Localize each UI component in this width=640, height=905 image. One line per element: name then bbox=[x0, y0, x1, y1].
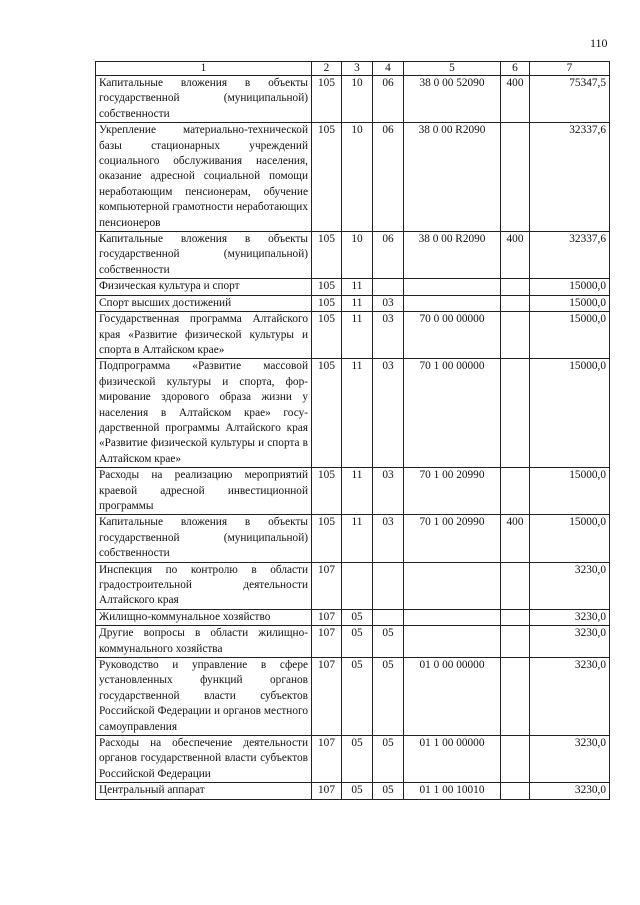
cell-expense-type bbox=[501, 609, 530, 625]
cell-ministry: 107 bbox=[312, 783, 342, 799]
cell-section: 11 bbox=[342, 359, 373, 468]
cell-target-item: 70 1 00 20990 bbox=[404, 468, 501, 515]
table-row bbox=[96, 359, 610, 468]
cell-section: 11 bbox=[342, 279, 373, 295]
cell-expense-type: 400 bbox=[501, 515, 530, 562]
cell-amount: 15000,0 bbox=[530, 312, 610, 359]
cell-target-item bbox=[404, 279, 501, 295]
row-name: Капитальные вложения в объекты государственной (муниципальной) собственности bbox=[96, 515, 312, 562]
cell-section: 11 bbox=[342, 468, 373, 515]
row-name: Инспекция по контролю в области градостроительной деятельности Алтайского края bbox=[96, 562, 312, 609]
table-row bbox=[96, 312, 610, 359]
cell-section: 10 bbox=[342, 123, 373, 232]
cell-expense-type: 400 bbox=[501, 232, 530, 279]
table-row bbox=[96, 658, 610, 736]
header-row bbox=[96, 62, 610, 76]
cell-section: 11 bbox=[342, 295, 373, 311]
header-col-6: 6 bbox=[501, 62, 530, 76]
cell-subsection bbox=[373, 609, 404, 625]
cell-expense-type bbox=[501, 295, 530, 311]
table-row bbox=[96, 515, 610, 562]
row-name: Расходы на обеспечение деятельности органов государственной власти субъектов Российской Федерации bbox=[96, 736, 312, 783]
cell-ministry: 105 bbox=[312, 295, 342, 311]
cell-section: 11 bbox=[342, 515, 373, 562]
cell-section: 10 bbox=[342, 76, 373, 123]
row-name: Другие вопросы в области жилищно-коммунального хозяйства bbox=[96, 626, 312, 658]
cell-section bbox=[342, 562, 373, 609]
header-col-7: 7 bbox=[530, 62, 610, 76]
cell-amount: 3230,0 bbox=[530, 562, 610, 609]
cell-subsection: 03 bbox=[373, 359, 404, 468]
cell-ministry: 107 bbox=[312, 736, 342, 783]
cell-target-item bbox=[404, 562, 501, 609]
cell-amount: 3230,0 bbox=[530, 609, 610, 625]
row-name: Капитальные вложения в объекты государственной (муниципальной) собственности bbox=[96, 76, 312, 123]
cell-amount: 75347,5 bbox=[530, 76, 610, 123]
table-row bbox=[96, 232, 610, 279]
cell-subsection: 06 bbox=[373, 123, 404, 232]
cell-subsection: 03 bbox=[373, 515, 404, 562]
table-row bbox=[96, 279, 610, 295]
budget-table bbox=[95, 61, 610, 800]
cell-target-item bbox=[404, 295, 501, 311]
cell-ministry: 105 bbox=[312, 359, 342, 468]
cell-ministry: 105 bbox=[312, 468, 342, 515]
row-name: Государственная программа Алтайского края «Развитие физической культуры и спорта в Алтайском крае» bbox=[96, 312, 312, 359]
cell-subsection bbox=[373, 279, 404, 295]
cell-ministry: 107 bbox=[312, 658, 342, 736]
cell-amount: 3230,0 bbox=[530, 626, 610, 658]
cell-amount: 3230,0 bbox=[530, 736, 610, 783]
cell-amount: 15000,0 bbox=[530, 515, 610, 562]
cell-expense-type bbox=[501, 312, 530, 359]
cell-expense-type bbox=[501, 783, 530, 799]
table-row bbox=[96, 736, 610, 783]
cell-target-item bbox=[404, 626, 501, 658]
cell-subsection: 05 bbox=[373, 626, 404, 658]
cell-section: 05 bbox=[342, 626, 373, 658]
header-col-3: 3 bbox=[342, 62, 373, 76]
row-name: Капитальные вложения в объекты государственной (муниципальной) собственности bbox=[96, 232, 312, 279]
page-number: 110 bbox=[590, 36, 608, 50]
cell-ministry: 105 bbox=[312, 279, 342, 295]
cell-subsection: 03 bbox=[373, 312, 404, 359]
cell-subsection: 03 bbox=[373, 468, 404, 515]
cell-expense-type: 400 bbox=[501, 76, 530, 123]
table-row bbox=[96, 123, 610, 232]
cell-expense-type bbox=[501, 626, 530, 658]
cell-ministry: 105 bbox=[312, 312, 342, 359]
header-col-5: 5 bbox=[404, 62, 501, 76]
cell-expense-type bbox=[501, 279, 530, 295]
row-name: Укрепление материально-технической базы стационарных учреждений социального обслуживания населения, оказание адресной социальной помощи неработающим пенсионерам, обучение компьютерной грамотности неработающих пенсионеров bbox=[96, 123, 312, 232]
cell-ministry: 105 bbox=[312, 232, 342, 279]
cell-subsection: 05 bbox=[373, 783, 404, 799]
cell-subsection: 03 bbox=[373, 295, 404, 311]
cell-target-item: 01 1 00 10010 bbox=[404, 783, 501, 799]
cell-ministry: 105 bbox=[312, 515, 342, 562]
row-name: Подпрограмма «Развитие массовой физической культуры и спорта, формирование здорового образа жизни у населения в Алтайском крае» государственной программы Алтайского края «Развитие физической культуры и спорта в Алтайском крае» bbox=[96, 359, 312, 468]
row-name: Жилищно-коммунальное хозяйство bbox=[96, 609, 312, 625]
header-col-1: 1 bbox=[96, 62, 312, 76]
cell-target-item: 70 0 00 00000 bbox=[404, 312, 501, 359]
cell-amount: 32337,6 bbox=[530, 123, 610, 232]
cell-ministry: 105 bbox=[312, 76, 342, 123]
cell-section: 05 bbox=[342, 609, 373, 625]
cell-subsection: 05 bbox=[373, 658, 404, 736]
cell-amount: 32337,6 bbox=[530, 232, 610, 279]
table-row bbox=[96, 562, 610, 609]
cell-expense-type bbox=[501, 359, 530, 468]
cell-amount: 15000,0 bbox=[530, 279, 610, 295]
table-row bbox=[96, 626, 610, 658]
table-row bbox=[96, 295, 610, 311]
row-name: Спорт высших достижений bbox=[96, 295, 312, 311]
cell-expense-type bbox=[501, 562, 530, 609]
cell-amount: 15000,0 bbox=[530, 468, 610, 515]
table-row bbox=[96, 783, 610, 799]
header-col-2: 2 bbox=[312, 62, 342, 76]
cell-amount: 15000,0 bbox=[530, 295, 610, 311]
cell-expense-type bbox=[501, 736, 530, 783]
cell-subsection: 06 bbox=[373, 232, 404, 279]
cell-section: 05 bbox=[342, 736, 373, 783]
cell-amount: 15000,0 bbox=[530, 359, 610, 468]
cell-target-item: 38 0 00 R2090 bbox=[404, 232, 501, 279]
row-name: Руководство и управление в сфере установленных функций органов государственной власти субъектов Российской Федерации и органов местного самоуправления bbox=[96, 658, 312, 736]
cell-target-item: 38 0 00 52090 bbox=[404, 76, 501, 123]
row-name: Физическая культура и спорт bbox=[96, 279, 312, 295]
cell-target-item: 01 0 00 00000 bbox=[404, 658, 501, 736]
cell-target-item: 38 0 00 R2090 bbox=[404, 123, 501, 232]
cell-target-item: 70 1 00 20990 bbox=[404, 515, 501, 562]
cell-ministry: 107 bbox=[312, 609, 342, 625]
cell-expense-type bbox=[501, 123, 530, 232]
row-name: Расходы на реализацию мероприятий краевой адресной инвестиционной программы bbox=[96, 468, 312, 515]
cell-ministry: 107 bbox=[312, 626, 342, 658]
cell-section: 05 bbox=[342, 783, 373, 799]
cell-subsection bbox=[373, 562, 404, 609]
cell-subsection: 06 bbox=[373, 76, 404, 123]
table-row bbox=[96, 609, 610, 625]
cell-target-item: 70 1 00 00000 bbox=[404, 359, 501, 468]
header-col-4: 4 bbox=[373, 62, 404, 76]
cell-amount: 3230,0 bbox=[530, 658, 610, 736]
row-name: Центральный аппарат bbox=[96, 783, 312, 799]
cell-target-item: 01 1 00 00000 bbox=[404, 736, 501, 783]
cell-target-item bbox=[404, 609, 501, 625]
cell-section: 05 bbox=[342, 658, 373, 736]
cell-ministry: 107 bbox=[312, 562, 342, 609]
cell-amount: 3230,0 bbox=[530, 783, 610, 799]
cell-expense-type bbox=[501, 468, 530, 515]
cell-subsection: 05 bbox=[373, 736, 404, 783]
table-row bbox=[96, 76, 610, 123]
cell-section: 11 bbox=[342, 312, 373, 359]
cell-ministry: 105 bbox=[312, 123, 342, 232]
cell-section: 10 bbox=[342, 232, 373, 279]
cell-expense-type bbox=[501, 658, 530, 736]
table-row bbox=[96, 468, 610, 515]
